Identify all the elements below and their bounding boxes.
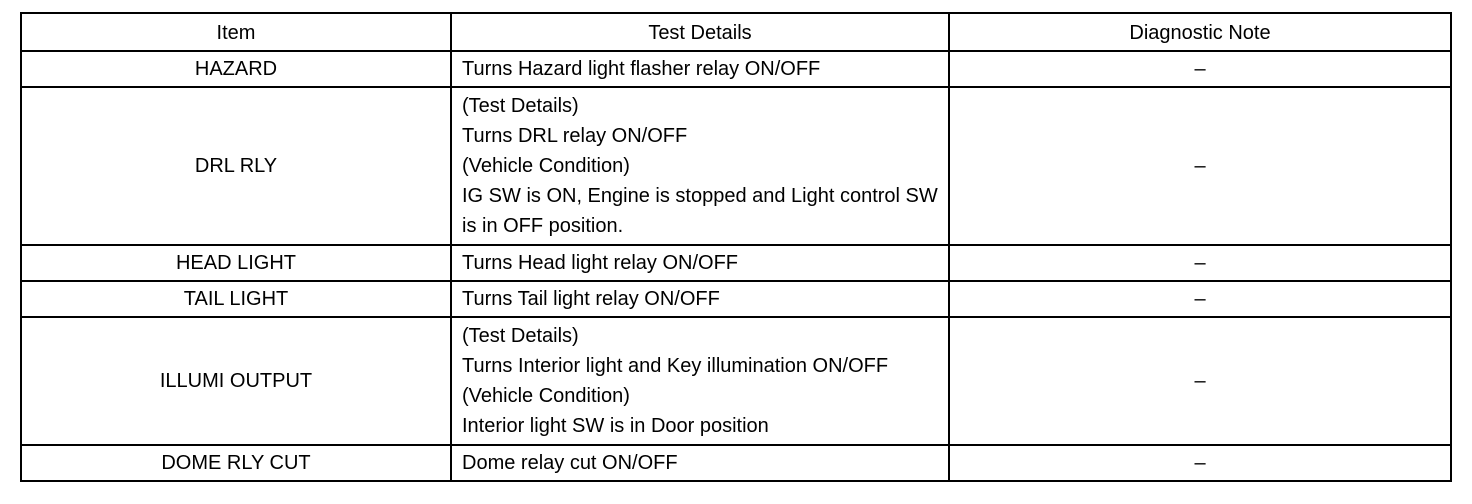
diagnostic-note-cell: – bbox=[949, 445, 1451, 481]
diagnostic-note-cell: – bbox=[949, 51, 1451, 87]
header-test-details: Test Details bbox=[451, 13, 949, 51]
table-row bbox=[21, 51, 1451, 87]
test-details-line: (Vehicle Condition) bbox=[462, 155, 630, 177]
header-diagnostic-note: Diagnostic Note bbox=[949, 13, 1451, 51]
test-details-line: (Vehicle Condition) bbox=[462, 385, 630, 407]
test-details-line: Turns Head light relay ON/OFF bbox=[462, 252, 739, 274]
test-details-cell bbox=[451, 87, 949, 245]
item-cell: DRL RLY bbox=[21, 87, 451, 245]
table-row bbox=[21, 317, 1451, 445]
test-details-line: Turns Tail light relay ON/OFF bbox=[462, 288, 720, 310]
table-row bbox=[21, 445, 1451, 481]
table-row bbox=[21, 245, 1451, 281]
diagnostic-note-cell: – bbox=[949, 281, 1451, 317]
item-cell: HEAD LIGHT bbox=[21, 245, 451, 281]
diagnostic-note-cell: – bbox=[949, 87, 1451, 245]
table-row bbox=[21, 281, 1451, 317]
test-details-line: (Test Details) bbox=[462, 325, 579, 347]
test-details-line: IG SW is ON, Engine is stopped and Light control SW is in OFF position. bbox=[462, 185, 938, 237]
test-details-line: (Test Details) bbox=[462, 95, 579, 117]
test-details-line: Turns Interior light and Key illumination ON/OFF bbox=[462, 355, 889, 377]
test-details-cell bbox=[451, 245, 949, 281]
table-row bbox=[21, 87, 1451, 245]
diagnostic-note-cell: – bbox=[949, 245, 1451, 281]
test-details-cell bbox=[451, 445, 949, 481]
test-details-line: Turns DRL relay ON/OFF bbox=[462, 125, 688, 147]
item-cell: DOME RLY CUT bbox=[21, 445, 451, 481]
test-details-cell bbox=[451, 281, 949, 317]
test-details-line: Dome relay cut ON/OFF bbox=[462, 452, 678, 474]
diagnostic-note-cell: – bbox=[949, 317, 1451, 445]
header-item: Item bbox=[21, 13, 451, 51]
test-details-cell bbox=[451, 51, 949, 87]
table-header-row bbox=[21, 13, 1451, 51]
item-cell: HAZARD bbox=[21, 51, 451, 87]
test-details-line: Turns Hazard light flasher relay ON/OFF bbox=[462, 58, 821, 80]
test-details-cell bbox=[451, 317, 949, 445]
test-details-line: Interior light SW is in Door position bbox=[462, 415, 769, 437]
item-cell: TAIL LIGHT bbox=[21, 281, 451, 317]
active-test-table bbox=[20, 12, 1452, 482]
item-cell: ILLUMI OUTPUT bbox=[21, 317, 451, 445]
